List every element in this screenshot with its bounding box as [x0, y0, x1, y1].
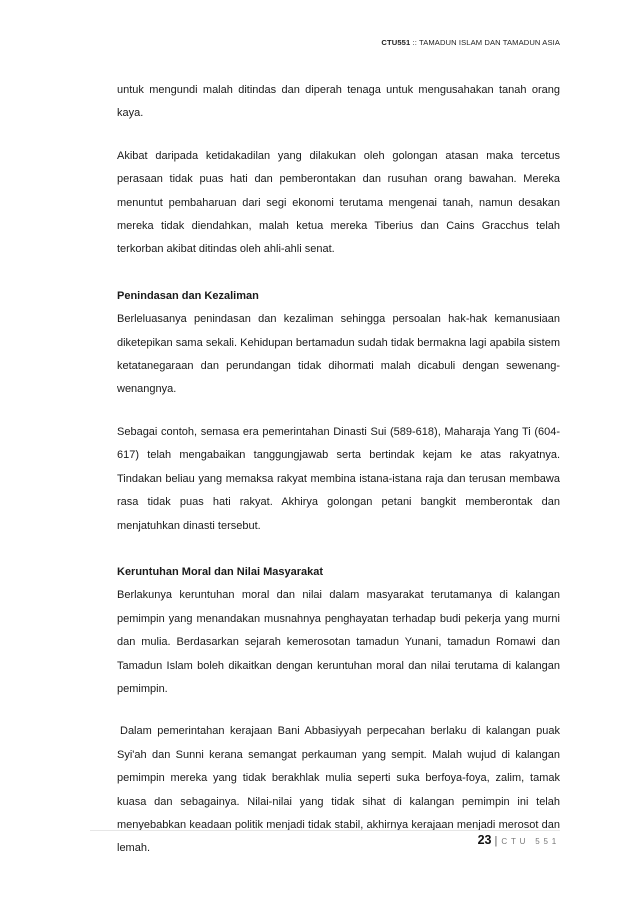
- footer-separator: |: [494, 835, 498, 847]
- page-number: 23: [477, 833, 492, 847]
- footer-course-code: CTU 551: [501, 837, 560, 846]
- paragraph-1: untuk mengundi malah ditindas dan diperah tenaga untuk mengusahakan tanah orang kaya.: [117, 84, 560, 120]
- paragraph-6: Dalam pemerintahan kerajaan Bani Abbasiyyah perpecahan berlaku di kalangan puak Syi'ah dan Sunni kerana semangat perkauman yang sempit. Malah wujud di kalangan pemimpin mereka yang tidak berakhlak mulia seperti suka berfoya-foya, zalim, tamak kuasa dan sebagainya. Nilai-nilai yang tidak sihat di kalangan pemimpin ini telah menyebabkan keadaan politik menjadi tidak stabil, akhirnya kerajaan menjadi merosot dan lemah.: [117, 725, 560, 855]
- header-course-code: CTU551: [381, 38, 411, 47]
- footer-divider: [90, 830, 560, 831]
- section-heading-keruntuhan-moral: Keruntuhan Moral dan Nilai Masyarakat: [117, 565, 323, 578]
- section-heading-penindasan: Penindasan dan Kezaliman: [117, 289, 259, 302]
- paragraph-3: Berleluasanya penindasan dan kezaliman sehingga persoalan hak-hak kemanusiaan diketepikan sama sekali. Kehidupan bertamadun sudah tidak bermakna lagi apabila sistem ketatanegaraan dan perundangan tidak dihormati malah dicabuli dengan sewenang-wenangnya.: [117, 313, 560, 396]
- page-header: [381, 38, 560, 47]
- header-title: TAMADUN ISLAM DAN TAMADUN ASIA: [419, 38, 560, 47]
- page-footer: [478, 833, 560, 847]
- document-body: [117, 79, 560, 861]
- paragraph-2: Akibat daripada ketidakadilan yang dilakukan oleh golongan atasan maka tercetus perasaan tidak puas hati dan pemberontakan dan rusuhan orang bawahan. Mereka menuntut pembaharuan dari segi ekonomi terutama mengenai tanah, namun desakan mereka tidak diendahkan, malah ketua mereka Tiberius dan Cains Gracchus telah terkorban akibat ditindas oleh ahli-ahli senat.: [117, 149, 560, 256]
- header-separator: ::: [412, 38, 417, 47]
- paragraph-5: Berlakunya keruntuhan moral dan nilai dalam masyarakat terutamanya di kalangan pemimpin yang menandakan musnahnya penghayatan terhadap budi pekerja yang murni dan mulia. Berdasarkan sejarah kemerosotan tamadun Yunani, tamadun Romawi dan Tamadun Islam boleh dikaitkan dengan keruntuhan moral dan nilai terutama di kalangan pemimpin.: [117, 589, 560, 695]
- paragraph-4: Sebagai contoh, semasa era pemerintahan Dinasti Sui (589-618), Maharaja Yang Ti (604-617) telah mengabaikan tanggungjawab serta bertindak kejam ke atas rakyatnya. Tindakan beliau yang memaksa rakyat membina istana-istana raja dan terusan membawa rasa tidak puas hati rakyat. Akhirya golongan petani bangkit memberontak dan menjatuhkan dinasti tersebut.: [117, 425, 560, 532]
